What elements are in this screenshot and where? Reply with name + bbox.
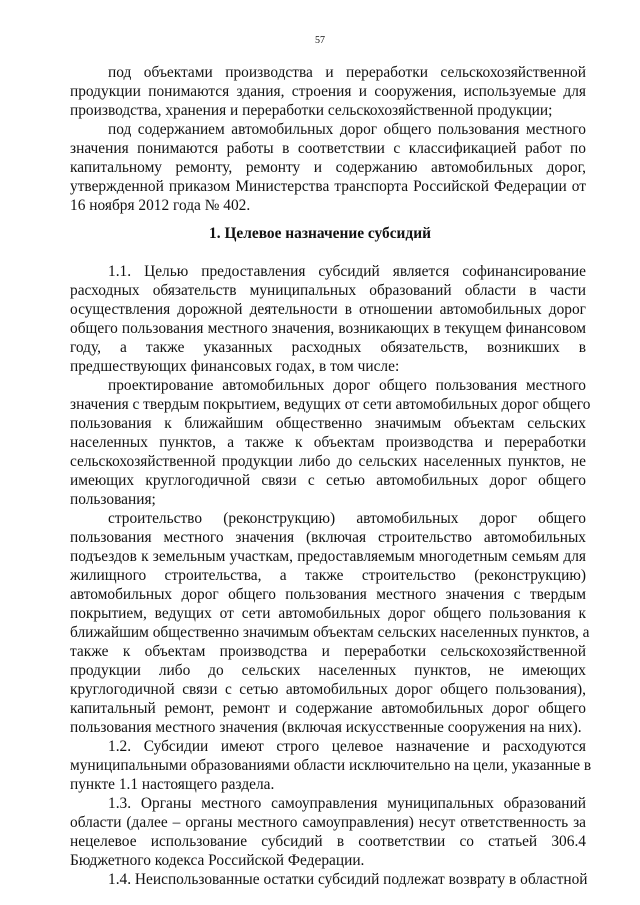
text-line: под объектами производства и переработки сельскохозяйственной bbox=[108, 64, 586, 81]
text-line: 1.4. Неиспользованные остатки субсидий подлежат возврату в областной bbox=[108, 871, 588, 888]
text-line: жилищного строительства, а также строительство (реконструкцию) bbox=[70, 567, 586, 584]
text-line: Бюджетного кодекса Российской Федерации. bbox=[70, 852, 365, 869]
text-line: пользования к ближайшим общественно значимым объектам сельских bbox=[70, 415, 586, 432]
section-heading: 1. Целевое назначение субсидий bbox=[209, 225, 431, 242]
text-line: 1.2. Субсидии имеют строго целевое назначение и расходуются bbox=[108, 738, 586, 755]
text-line: области (далее – органы местного самоуправления) несут ответственность за bbox=[70, 814, 586, 831]
text-line: нецелевое использование субсидий в соответствии со статьей 306.4 bbox=[70, 833, 586, 850]
text-line: пользования местного значения (включая искусственные сооружения на них). bbox=[70, 719, 582, 736]
text-line: покрытием, ведущих от сети автомобильных дорог общего пользования к bbox=[70, 605, 586, 622]
text-line: году, а также указанных расходных обязательств, возникших в bbox=[70, 339, 586, 356]
text-line: расходных обязательств муниципальных образований области в части bbox=[70, 282, 586, 299]
text-line: муниципальными образованиями области исключительно на цели, указанные в bbox=[70, 757, 592, 774]
text-line: 1.1. Целью предоставления субсидий является софинансирование bbox=[108, 263, 586, 280]
text-line: предшествующих финансовых годах, в том числе: bbox=[70, 358, 400, 375]
text-line: общего пользования местного значения, возникающих в текущем финансовом bbox=[70, 320, 586, 337]
text-line: населенных пунктов, а также к объектам производства и переработки bbox=[70, 434, 586, 451]
text-line: круглогодичной связи с сетью автомобильных дорог общего пользования), bbox=[70, 681, 586, 698]
text-line: также к объектам производства и переработки сельскохозяйственной bbox=[70, 643, 586, 660]
text-line: значения с твердым покрытием, ведущих от сети автомобильных дорог общего bbox=[70, 396, 591, 413]
text-line: продукции либо до сельских населенных пунктов, не имеющих bbox=[70, 662, 586, 679]
text-line: пользования; bbox=[70, 491, 156, 508]
text-line: значения понимаются работы в соответствии с классификацией работ по bbox=[70, 140, 586, 157]
text-line: капитальному ремонту, ремонту и содержанию автомобильных дорог, bbox=[70, 159, 586, 176]
text-line: продукции понимаются здания, строения и сооружения, используемые для bbox=[70, 83, 586, 100]
text-line: проектирование автомобильных дорог общего пользования местного bbox=[108, 377, 586, 394]
text-line: производства, хранения и переработки сельскохозяйственной продукции; bbox=[70, 102, 553, 119]
text-line: ближайшим общественно значимым объектам сельских населенных пунктов, а bbox=[70, 624, 590, 641]
text-line: пункте 1.1 настоящего раздела. bbox=[70, 776, 275, 793]
page-number: 57 bbox=[315, 35, 325, 46]
text-line: пользования местного значения (включая строительство автомобильных bbox=[70, 529, 586, 546]
text-line: строительство (реконструкцию) автомобильных дорог общего bbox=[108, 510, 586, 527]
text-line: 16 ноября 2012 года № 402. bbox=[70, 197, 251, 214]
text-line: капитальный ремонт, ремонт и содержание автомобильных дорог общего bbox=[70, 700, 586, 717]
text-line: осуществления дорожной деятельности в отношении автомобильных дорог bbox=[70, 301, 586, 318]
text-line: имеющих круглогодичной связи с сетью автомобильных дорог общего bbox=[70, 472, 586, 489]
text-line: подъездов к земельным участкам, предоставляемым многодетным семьям для bbox=[70, 548, 586, 565]
text-line: сельскохозяйственной продукции либо до сельских населенных пунктов, не bbox=[70, 453, 586, 470]
text-line: автомобильных дорог общего пользования местного значения с твердым bbox=[70, 586, 586, 603]
text-line: 1.3. Органы местного самоуправления муниципальных образований bbox=[108, 795, 586, 812]
text-line: утвержденной приказом Министерства транспорта Российской Федерации от bbox=[70, 178, 586, 195]
text-line: под содержанием автомобильных дорог общего пользования местного bbox=[108, 121, 586, 138]
